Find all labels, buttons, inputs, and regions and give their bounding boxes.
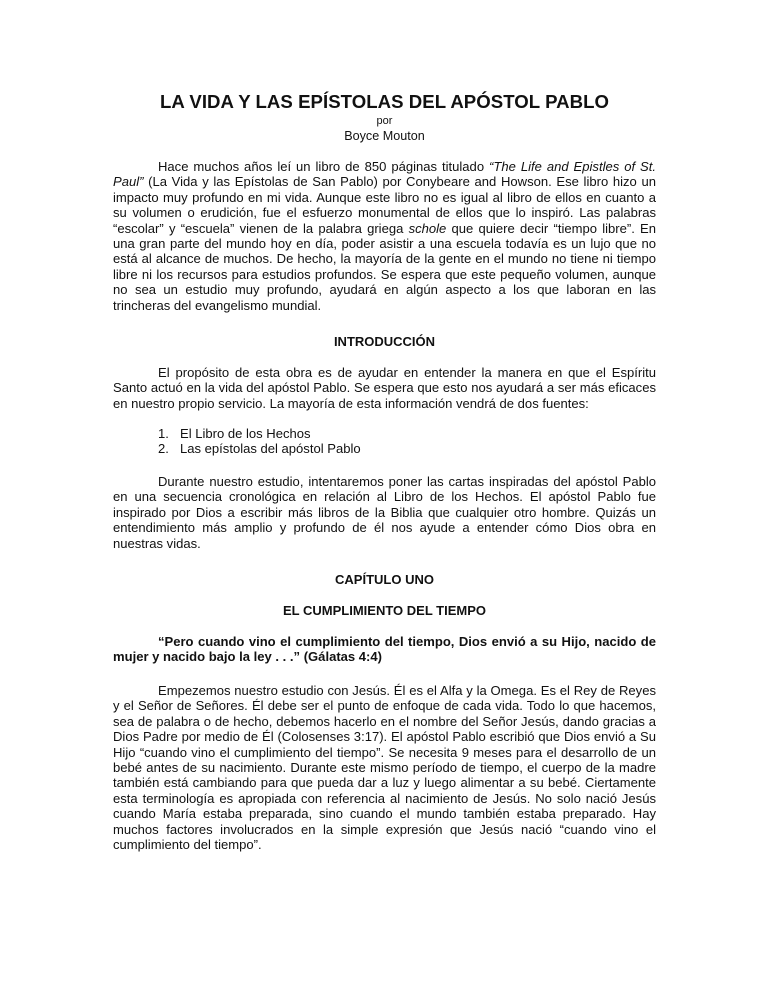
- source-number: 1.: [158, 426, 169, 441]
- greek-word: schole: [408, 220, 447, 236]
- introduction-heading: INTRODUCCIÓN: [333, 334, 436, 349]
- source-label: El Libro de los Hechos: [180, 426, 311, 441]
- source-item: [158, 441, 361, 456]
- chapter-heading: CAPÍTULO UNO: [335, 572, 434, 587]
- source-item: [158, 426, 361, 441]
- book-title: “The Life and Epistles of St. Paul”: [113, 159, 656, 190]
- chapter-subheading: EL CUMPLIMIENTO DEL TIEMPO: [283, 603, 486, 618]
- author-name: Boyce Mouton: [344, 129, 425, 143]
- source-label: Las epístolas del apóstol Pablo: [180, 441, 361, 457]
- introduction-paragraph-2: Durante nuestro estudio, intentaremos poner las cartas inspiradas del apóstol Pablo en una secuencia cronológica en relación al Libro de los Hechos. El apóstol Pablo fue inspirado por Dios a escribir más libros de la Biblia que cualquier otro hombre. Quizás un entendimiento más amplio y profundo de él nos ayude a entender cómo Dios obra en nuestras vidas.: [113, 474, 656, 551]
- introduction-paragraph: El propósito de esta obra es de ayudar en entender la manera en que el Espíritu Santo actuó en la vida del apóstol Pablo. Se espera que esto nos ayudará a ser más eficaces en nuestro propio servicio. La mayoría de esta información vendrá de dos fuentes:: [113, 365, 656, 411]
- preface-paragraph: [113, 159, 656, 313]
- chapter-paragraph: Empezemos nuestro estudio con Jesús. Él es el Alfa y la Omega. Es el Rey de Reyes y el Señor de Señores. Él debe ser el punto de enfoque de cada vida. Todo lo que hacemos, sea de palabra o de hecho, debemos hacerlo en el nombre del Señor Jesús, dando gracias a Dios Padre por medio de Él (Colosenses 3:17). El apóstol Pablo escribió que Dios envió a Su Hijo “cuando vino el cumplimiento del tiempo”. Se necesita 9 meses para el desarrollo de un bebé antes de su nacimiento. Durante este mismo período de tiempo, el cuerpo de la madre también está cambiando para que pueda dar a luz y luego alimentar a su bebé. Ciertamente esta terminología es apropiada con referencia al nacimiento de Jesús. No solo nació Jesús cuando María estaba preparada, sino cuando el mundo también estaba preparado. Hay muchos factores involucrados en la simple expresión que Jesús nació “cuando vino el cumplimiento del tiempo”.: [113, 683, 656, 853]
- preface-text-middle: (La Vida y las Epístolas de San Pablo) por Conybeare and Howson. Ese libro hizo un impacto muy profundo en mi vida. Aunque este libro no es igual al libro de ellos en cuanto a su volumen o erudición, fue el esfuerzo monumental de ellos que lo inspiró. Las palabras “escolar” y “escuela” vienen de la palabra griega: [113, 174, 656, 236]
- source-number: 2.: [158, 441, 169, 457]
- chapter-epigraph: “Pero cuando vino el cumplimiento del tiempo, Dios envió a su Hijo, nacido de mujer y nacido bajo la ley . . .” (Gálatas 4:4): [113, 634, 656, 665]
- preface-text-end: que quiere decir “tiempo libre”. En una gran parte del mundo hoy en día, poder asistir a una escuela todavía es un lujo que no está al alcance de muchos. De hecho, la mayoría de la gente en el mundo no tiene ni tiempo libre ni los recursos para estudios profundos. Se espera que este pequeño volumen, aunque no sea un estudio muy profundo, ayudará en algún aspecto a los que laboran en las trincheras del evangelismo mundial.: [113, 220, 656, 313]
- sources-list: [158, 426, 361, 457]
- document-title: LA VIDA Y LAS EPÍSTOLAS DEL APÓSTOL PABLO: [159, 91, 610, 112]
- byline-prefix: por: [376, 115, 393, 127]
- preface-text-start: Hace muchos años leí un libro de 850 páginas titulado: [158, 159, 490, 174]
